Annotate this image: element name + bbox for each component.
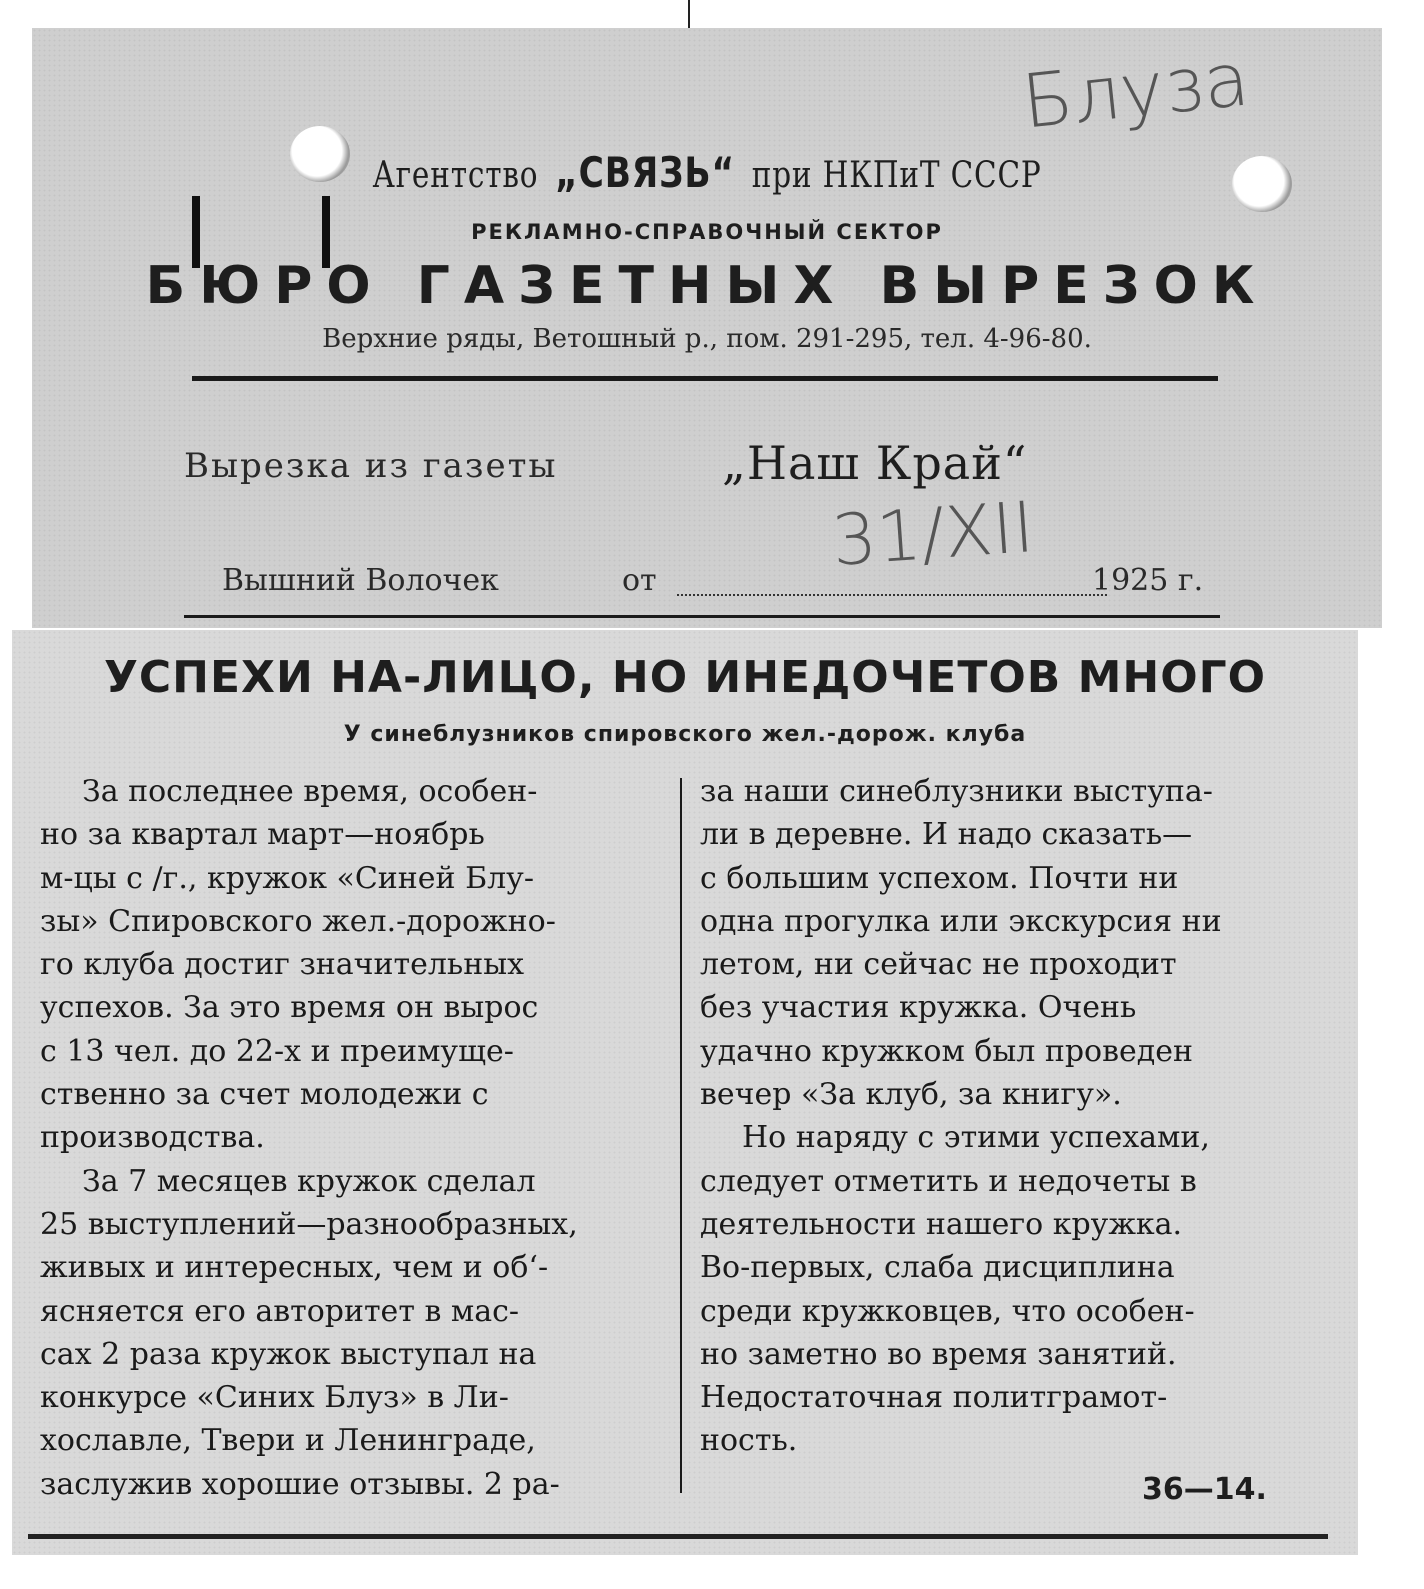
letterhead-card: [32, 28, 1382, 628]
column-divider: [680, 778, 682, 1493]
text-line: м-цы с /г., кружок «Синей Блу-: [40, 860, 534, 896]
date-dotted-line: [677, 594, 1107, 596]
article-left-column: [40, 770, 670, 1506]
text-line: го клуба достиг значительных: [40, 947, 525, 983]
text-line: вечер «За клуб, за книгу».: [700, 1077, 1122, 1113]
scan-edge-line: [688, 0, 690, 30]
text-line: но за квартал март—ноябрь: [40, 817, 485, 853]
text-line: живых и интересных, чем и об‘-: [40, 1250, 549, 1286]
text-line: заслужив хорошие отзывы. 2 ра-: [40, 1466, 560, 1502]
text-line: успехов. За это время он вырос: [40, 990, 539, 1026]
newspaper-clipping: [12, 630, 1358, 1555]
article-right-column: [700, 770, 1330, 1463]
text-line: следует отметить и недочеты в: [700, 1163, 1197, 1199]
text-line: ность.: [700, 1423, 798, 1459]
handwritten-note: Блуза: [1018, 36, 1254, 146]
text-line: сах 2 раза кружок выступал на: [40, 1336, 537, 1372]
bureau-address: Верхние ряды, Ветошный р., пом. 291-295, тел. 4-96-80.: [322, 324, 1092, 354]
text-line: с большим успехом. Почти ни: [700, 860, 1179, 896]
text-line: но заметно во время занятий.: [700, 1336, 1177, 1372]
letterhead-divider: [192, 376, 1218, 381]
text-line: с 13 чел. до 22-х и преимуще-: [40, 1033, 514, 1069]
bureau-title: БЮРО ГАЗЕТНЫХ ВЫРЕЗОК: [145, 256, 1269, 316]
newspaper-name: „Наш Край“: [722, 436, 1028, 490]
sector-title: РЕКЛАМНО-СПРАВОЧНЫЙ СЕКТОР: [471, 220, 943, 244]
text-line: среди кружковцев, что особен-: [700, 1293, 1195, 1329]
text-line: Во-первых, слаба дисциплина: [700, 1250, 1175, 1286]
agency-suffix: при НКПиТ СССР: [751, 155, 1042, 196]
text-line: Но наряду с этими успехами,: [742, 1120, 1210, 1156]
text-line: ли в деревне. И надо сказать—: [700, 817, 1193, 853]
agency-brand: „СВЯЗЬ“: [555, 148, 735, 197]
text-line: одна прогулка или экскурсия ни: [700, 903, 1222, 939]
date-from-label: от: [622, 563, 657, 598]
text-line: За 7 месяцев кружок сделал: [82, 1163, 536, 1199]
text-line: ясняется его авторитет в мас-: [40, 1293, 520, 1329]
city-name: Вышний Волочек: [222, 563, 499, 598]
agency-prefix: Агентство: [372, 155, 539, 196]
text-line: без участия кружка. Очень: [700, 990, 1137, 1026]
text-line: 25 выступлений—разнообразных,: [40, 1206, 578, 1242]
text-line: за наши синеблузники выступа-: [700, 774, 1213, 809]
article-headline: УСПЕХИ НА-ЛИЦО, НО ИНЕДОЧЕТОВ МНОГО: [103, 652, 1267, 703]
year-field: 1925 г.: [1092, 563, 1204, 598]
clipping-bottom-rule: [28, 1534, 1328, 1539]
text-line: Недостаточная политграмот-: [700, 1380, 1168, 1416]
agency-line: [154, 148, 1261, 197]
text-line: конкурсе «Синих Блуз» в Ли-: [40, 1380, 509, 1416]
article-reference-number: 36—14.: [1142, 1472, 1267, 1507]
text-line: зы» Спировского жел.-дорожно-: [40, 903, 556, 939]
text-line: ственно за счет молодежи с: [40, 1077, 489, 1113]
text-line: производства.: [40, 1120, 265, 1156]
text-line: удачно кружком был проведен: [700, 1033, 1193, 1069]
text-line: деятельности нашего кружка.: [700, 1206, 1183, 1242]
clipping-label: Вырезка из газеты: [184, 446, 558, 486]
text-line: За последнее время, особен-: [82, 774, 538, 809]
article-subheadline: У синеблузников спировского жел.-дорож. клуба: [343, 722, 1027, 747]
handwritten-date: 31/XII: [829, 486, 1037, 582]
text-line: хославле, Твери и Ленинграде,: [40, 1423, 536, 1459]
text-line: летом, ни сейчас не проходит: [700, 947, 1177, 983]
form-divider: [184, 615, 1220, 618]
